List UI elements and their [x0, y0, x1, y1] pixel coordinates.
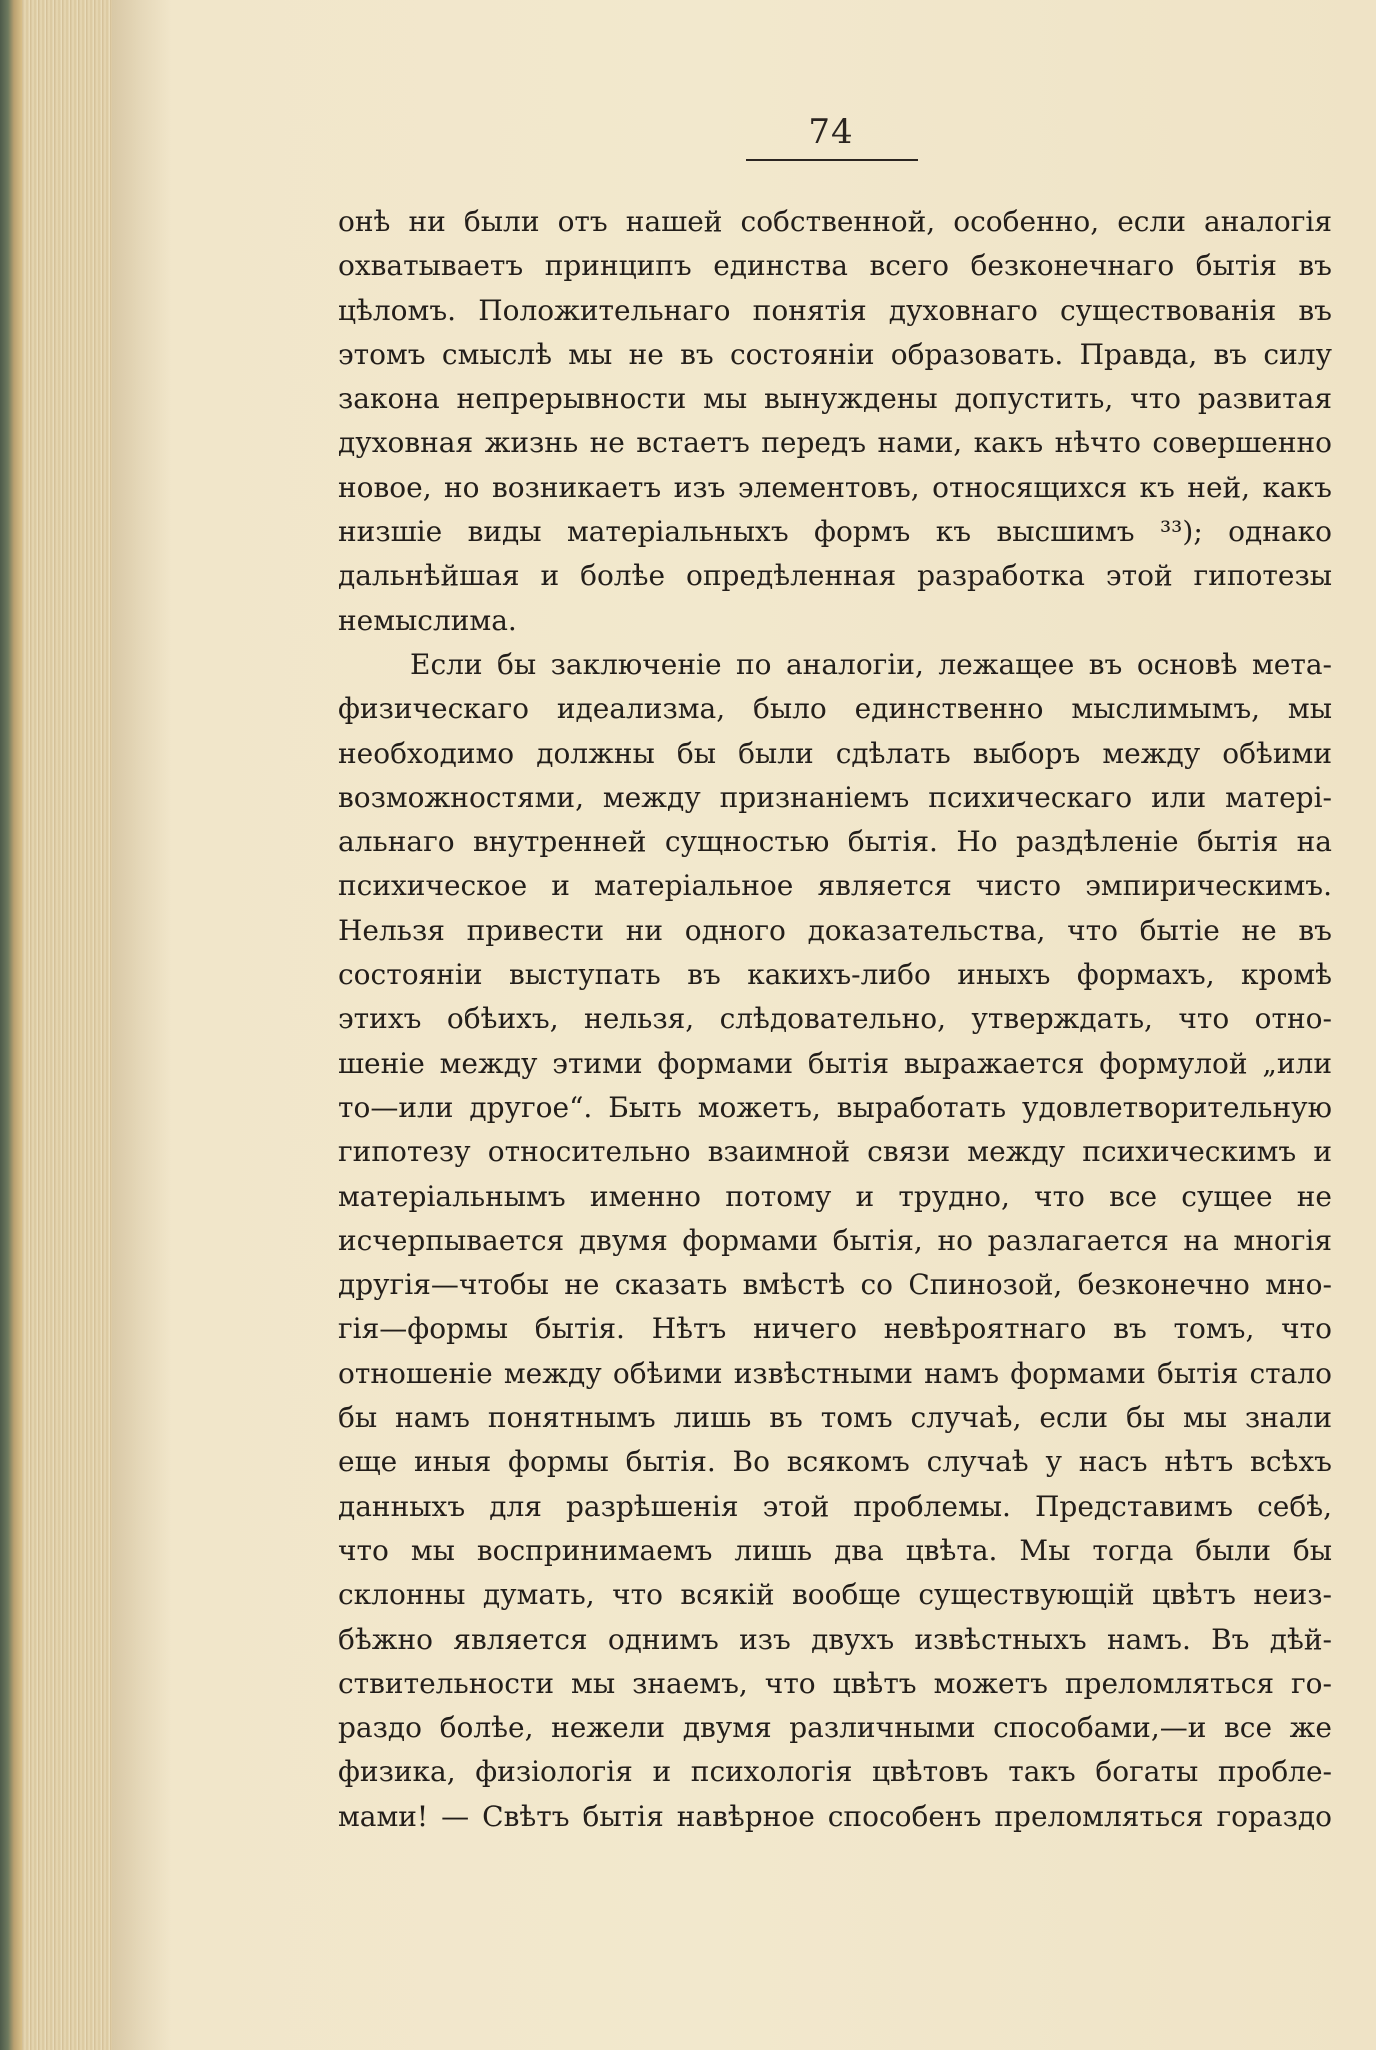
text-line: онѣ ни были отъ нашей собственной, особенно, если аналогія	[338, 205, 1332, 238]
book-spine	[0, 0, 22, 2050]
gutter-shadow	[112, 0, 172, 2050]
text-line: этихъ обѣихъ, нельзя, слѣдовательно, утверждать, что отно-	[338, 1002, 1332, 1036]
text-line: то—или другое“. Быть можетъ, выработать удовлетворительную	[338, 1090, 1332, 1124]
text-line: низшіе виды матеріальныхъ формъ къ высшимъ ³³); однако	[338, 515, 1332, 549]
text-line: что мы воспринимаемъ лишь два цвѣта. Мы тогда были бы	[338, 1533, 1332, 1567]
page-number: 74	[808, 112, 854, 152]
text-line: ствительности мы знаемъ, что цвѣтъ можетъ преломляться го-	[338, 1666, 1332, 1700]
page-edges	[22, 0, 112, 2050]
text-line: физическаго идеализма, было единственно мыслимымъ, мы	[338, 692, 1332, 726]
text-line: закона непрерывности мы вынуждены допустить, что развитая	[338, 382, 1332, 416]
text-line: шеніе между этими формами бытія выражается формулой „или	[338, 1046, 1332, 1080]
text-line: новое, но возникаетъ изъ элементовъ, относящихся къ ней, какъ	[338, 470, 1332, 504]
text-line: отношеніе между обѣими извѣстными намъ формами бытія стало	[338, 1356, 1332, 1390]
text-line: цѣломъ. Положительнаго понятія духовнаго существованія въ	[338, 293, 1332, 327]
text-line: бы намъ понятнымъ лишь въ томъ случаѣ, если бы мы знали	[338, 1401, 1332, 1435]
text-line: психическое и матеріальное является чисто эмпирическимъ.	[338, 869, 1332, 903]
text-line: возможностями, между признаніемъ психическаго или матері-	[338, 780, 1332, 814]
text-line: мами! — Свѣтъ бытія навѣрное способенъ преломляться гораздо	[338, 1799, 1332, 1833]
text-line: матеріальнымъ именно потому и трудно, что все сущее не	[338, 1179, 1332, 1213]
text-line: альнаго внутренней сущностью бытія. Но раздѣленіе бытія на	[338, 825, 1332, 859]
text-line: Нельзя привести ни одного доказательства, что бытіе не въ	[338, 913, 1332, 947]
text-line: еще иныя формы бытія. Во всякомъ случаѣ у насъ нѣтъ всѣхъ	[338, 1445, 1332, 1479]
text-line: гія—формы бытія. Нѣтъ ничего невѣроятнаго въ томъ, что	[338, 1312, 1332, 1346]
text-line: немыслима.	[338, 603, 517, 637]
text-line: дальнѣйшая и болѣе опредѣленная разработка этой гипотезы	[338, 559, 1332, 593]
text-line: другія—чтобы не сказать вмѣстѣ со Спинозой, безконечно мно-	[338, 1268, 1332, 1302]
text-line: склонны думать, что всякій вообще существующій цвѣтъ неиз-	[338, 1578, 1332, 1612]
text-line: Если бы заключеніе по аналогіи, лежащее въ основѣ мета-	[410, 647, 1332, 681]
body-text	[338, 200, 1332, 1839]
text-line: раздо болѣе, нежели двумя различными способами,—и все же	[338, 1711, 1332, 1745]
text-line: гипотезу относительно взаимной связи между психическимъ и	[338, 1135, 1332, 1169]
text-line: физика, физіологія и психологія цвѣтовъ такъ богаты пробле-	[338, 1755, 1332, 1789]
text-line: духовная жизнь не встаетъ передъ нами, какъ нѣчто совершенно	[338, 426, 1332, 460]
text-line: охватываетъ принципъ единства всего безконечнаго бытія въ	[338, 249, 1332, 283]
text-line: исчерпывается двумя формами бытія, но разлагается на многія	[338, 1223, 1332, 1257]
text-line: этомъ смыслѣ мы не въ состояніи образовать. Правда, въ силу	[338, 337, 1332, 371]
page-number-rule	[746, 159, 918, 161]
text-line: данныхъ для разрѣшенія этой проблемы. Представимъ себѣ,	[338, 1489, 1332, 1523]
text-line: необходимо должны бы были сдѣлать выборъ между обѣими	[338, 736, 1332, 770]
text-line: бѣжно является однимъ изъ двухъ извѣстныхъ намъ. Въ дѣй-	[338, 1622, 1332, 1656]
text-line: состояніи выступать въ какихъ-либо иныхъ формахъ, кромѣ	[338, 958, 1332, 992]
